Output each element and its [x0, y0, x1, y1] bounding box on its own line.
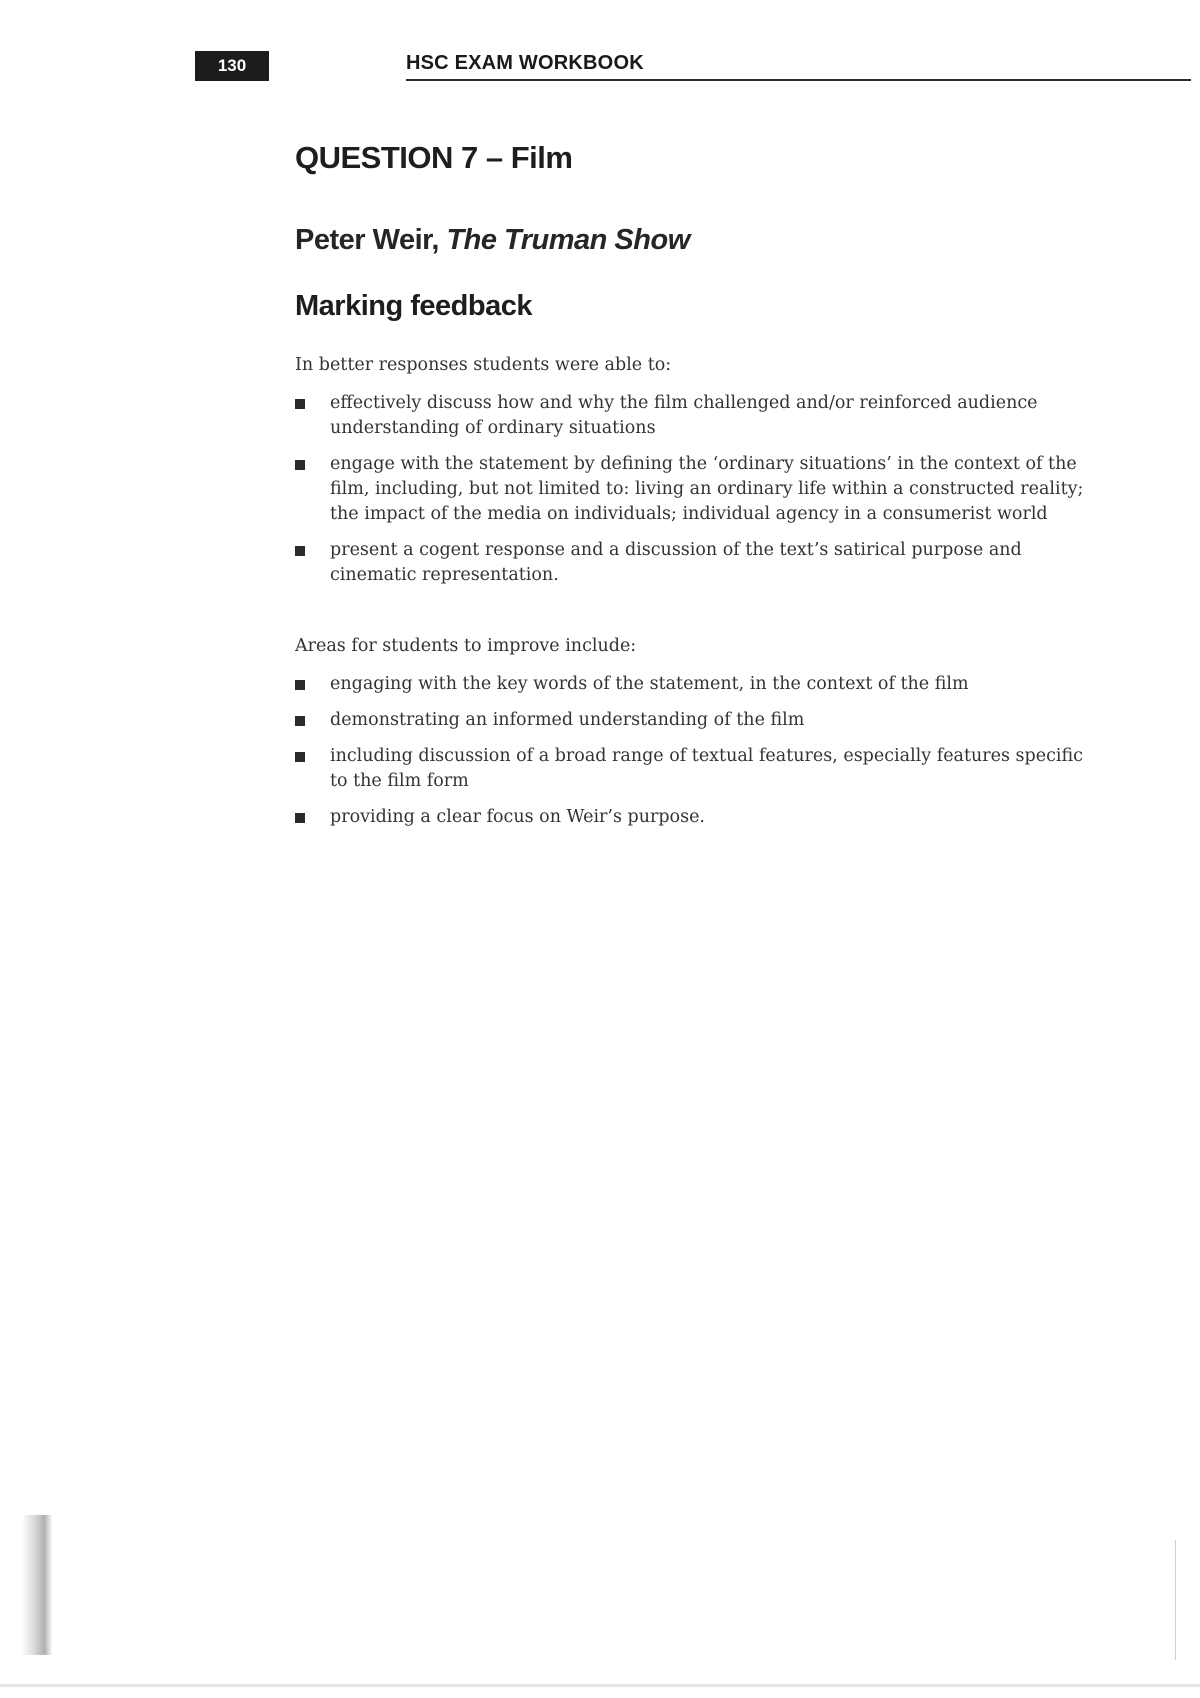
list-item-text: engaging with the key words of the statement, in the context of the film — [330, 674, 969, 694]
square-bullet-icon — [295, 680, 305, 690]
better-responses-lead: In better responses students were able to: — [295, 355, 672, 375]
square-bullet-icon — [295, 752, 305, 762]
text-title — [295, 224, 1100, 257]
list-item-text: present a cogent response and a discussion of the text’s satirical purpose and cinematic representation. — [330, 540, 1022, 585]
list-item — [295, 744, 1100, 794]
list-item — [295, 391, 1100, 441]
list-item-text: engage with the statement by defining the ‘ordinary situations’ in the context of the film, including, but not limited to: living an ordinary life within a constructed reality; the impact of the media on individuals; individual agency in a consumerist world — [330, 454, 1084, 524]
improvements-lead: Areas for students to improve include: — [295, 636, 637, 656]
section-heading: Marking feedback — [295, 290, 532, 322]
list-item-text: including discussion of a broad range of textual features, especially features specific to the film form — [330, 746, 1083, 791]
square-bullet-icon — [295, 813, 305, 823]
header-rule — [406, 79, 1191, 81]
square-bullet-icon — [295, 716, 305, 726]
page-number: 130 — [195, 51, 269, 81]
list-item-text: providing a clear focus on Weir’s purpose. — [330, 807, 705, 827]
list-item — [295, 672, 1100, 697]
list-item-text: effectively discuss how and why the film challenged and/or reinforced audience understanding of ordinary situations — [330, 393, 1038, 438]
scan-edge-line — [1175, 1540, 1176, 1660]
list-item — [295, 708, 1100, 733]
question-title: QUESTION 7 – Film — [295, 140, 573, 175]
square-bullet-icon — [295, 399, 305, 409]
scan-bottom-edge — [0, 1684, 1200, 1687]
list-item-text: demonstrating an informed understanding of the film — [330, 710, 805, 730]
list-item — [295, 538, 1100, 588]
film-title: The Truman Show — [446, 224, 690, 256]
running-head: HSC EXAM WORKBOOK — [406, 52, 644, 74]
scan-binding-shadow — [22, 1515, 52, 1655]
better-responses-list — [295, 391, 1100, 588]
square-bullet-icon — [295, 546, 305, 556]
list-item — [295, 452, 1100, 527]
list-item — [295, 805, 1100, 830]
improvements-list — [295, 672, 1100, 830]
text-author: Peter Weir, — [295, 224, 447, 256]
main-content — [295, 140, 1100, 841]
square-bullet-icon — [295, 460, 305, 470]
